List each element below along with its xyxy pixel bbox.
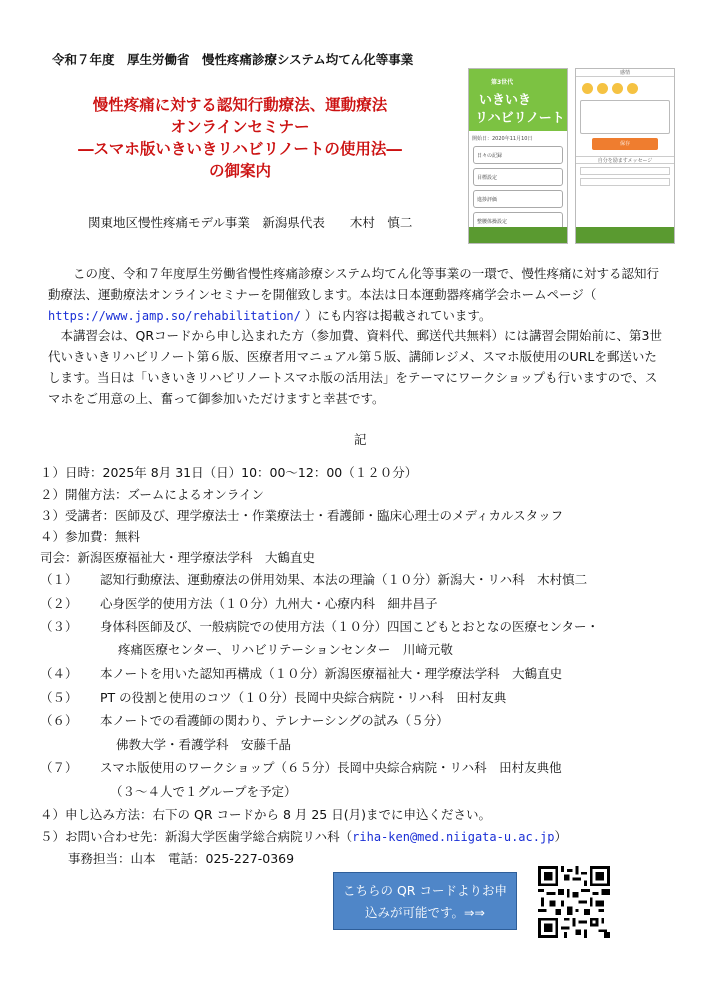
item-fee: ４）参加費：無料: [40, 529, 141, 544]
title-line-3: ―スマホ版いきいきリハビリノートの使用法―: [78, 140, 402, 158]
app-logo-banner: [469, 69, 567, 131]
program-row-cont: 疼痛医療センター、リハビリテーションセンター 川﨑元敬: [118, 642, 453, 657]
program-text: 認知行動療法、運動療法の併用効果、本法の理論（１０分）新潟大・リハ科 木村慎二: [100, 572, 588, 587]
program-row: [40, 758, 562, 776]
app-nav-bar: [576, 227, 674, 243]
program-row: [40, 570, 587, 588]
program-num: （３）: [40, 619, 78, 634]
face-icon: [627, 83, 638, 94]
program-text: スマホ版使用のワークショップ（６５分）長岡中央綜合病院・リハ科 田村友典他: [100, 760, 562, 775]
app-text-box: [580, 100, 670, 134]
app-save-button: 保存: [592, 138, 658, 150]
qr-button-line-2: 込みが可能です。⇒⇒: [365, 905, 485, 920]
emotion-faces: [576, 77, 674, 94]
contact-line: [40, 827, 567, 845]
program-num: （１）: [40, 572, 78, 587]
title-line-1: 慢性疼痛に対する認知行動療法、運動療法: [92, 96, 388, 114]
program-text: 心身医学的使用方法（１０分）九州大・心療内科 細井昌子: [100, 596, 438, 611]
app-message-header: 自分を励ますメッセージ: [576, 156, 674, 164]
jamp-link[interactable]: https://www.jamp.so/rehabilitation/: [48, 309, 301, 323]
app-input: [580, 178, 670, 186]
app-menu-item: 目標設定: [473, 168, 563, 186]
item-datetime: １）日時：2025年 8月 31日（日）10：00～12：00（１２０分）: [40, 465, 418, 480]
program-num: （７）: [40, 760, 78, 775]
program-row: [40, 664, 562, 682]
header-line: 令和７年度 厚生労働省 慢性疼痛診療システム均てん化等事業: [52, 52, 414, 67]
qr-code-icon[interactable]: [538, 866, 610, 938]
app-home-screenshot: [468, 68, 568, 244]
app-brand-1: いきいき: [479, 93, 532, 108]
app-badge: 第3世代: [491, 79, 514, 86]
title-line-4: の御案内: [208, 162, 271, 180]
title-line-2: オンラインセミナー: [170, 118, 310, 136]
program-row: [40, 594, 438, 612]
app-nav-bar: [469, 227, 567, 243]
page-title: [40, 94, 440, 182]
face-icon: [597, 83, 608, 94]
program-num: （６）: [40, 713, 78, 728]
contact-close: ）: [554, 829, 567, 844]
face-icon: [612, 83, 623, 94]
program-row: [40, 617, 599, 635]
program-row-cont: （３～４人で１グループを予定）: [110, 784, 297, 799]
author-line: 関東地区慢性疼痛モデル事業 新潟県代表 木村 慎二: [88, 215, 413, 230]
program-num: （４）: [40, 666, 78, 681]
app-input: [580, 167, 670, 175]
moderator: 司会：新潟医療福祉大・理学療法学科 大鶴直史: [40, 550, 316, 565]
intro-text: この度、令和７年度厚生労働省慢性疼痛診療システム均てん化等事業の一環で、慢性疼痛に対する認知行動療法、運動療法オンラインセミナーを開催致します。本法は日本運動器疼痛学会ホームページ（: [48, 266, 660, 302]
program-text: 本ノートでの看護師の関わり、テレナーシングの試み（５分）: [100, 713, 449, 728]
item-method: ２）開催方法：ズームによるオンライン: [40, 487, 265, 502]
program-num: （５）: [40, 690, 78, 705]
qr-apply-button[interactable]: [333, 872, 517, 930]
app-menu-item: 進捗評価: [473, 190, 563, 208]
face-icon: [582, 83, 593, 94]
program-num: （２）: [40, 596, 78, 611]
app-menu-item: 整腰体操設定: [473, 212, 563, 230]
course-paragraph: 本講習会は、QRコードから申し込まれた方（参加費、資料代、郵送代共無料）には講習会開始前に、第3世代いきいきリハビリノート第６版、医療者用マニュアル第５版、講師レジメ、スマホ版使用のURLを郵送いたします。当日は「いきいきリハビリノートスマホ版の活用法」をテーマにワークショップも行いますので、スマホをご用意の上、奮って御参加いただけますと幸甚です。: [48, 328, 662, 406]
app-screenshots: [468, 68, 676, 244]
ki-heading: 記: [354, 432, 367, 447]
program-row: [40, 711, 449, 729]
contact-label: ５）お問い合わせ先：新潟大学医歯学総合病院リハ科（: [40, 829, 353, 844]
program-row: [40, 688, 506, 706]
item-audience: ３）受講者：医師及び、理学療法士・作業療法士・看護師・臨床心理士のメディカルスタッフ: [40, 508, 564, 523]
intro-paragraph: [48, 263, 668, 327]
program-row-cont: 佛教大学・看護学科 安藤千晶: [116, 737, 292, 752]
apply-method: ４）申し込み方法：右下の QR コードから 8 月 25 日(月)までに申込ください。: [40, 807, 491, 822]
app-emotion-screenshot: [575, 68, 675, 244]
app-start-date: 開始日：2020年11月10日: [472, 136, 533, 142]
app-menu-item: 日々の記録: [473, 146, 563, 164]
staff-contact: 事務担当：山本 電話：025-227-0369: [68, 851, 295, 866]
app-screen-header: 感情: [576, 69, 674, 77]
program-text: 身体科医師及び、一般病院での使用方法（１０分）四国こどもとおとなの医療センター・: [100, 619, 600, 634]
intro-text-end: ）にも内容は掲載されています。: [304, 308, 492, 323]
program-text: PT の役割と使用のコツ（１０分）長岡中央綜合病院・リハ科 田村友典: [100, 690, 507, 705]
program-text: 本ノートを用いた認知再構成（１０分）新潟医療福祉大・理学療法学科 大鶴直史: [100, 666, 563, 681]
app-brand-2: リハビリノート: [475, 111, 565, 126]
contact-email-link[interactable]: riha-ken@med.niigata-u.ac.jp: [352, 830, 555, 844]
qr-button-line-1: こちらの QR コードよりお申: [343, 883, 507, 898]
